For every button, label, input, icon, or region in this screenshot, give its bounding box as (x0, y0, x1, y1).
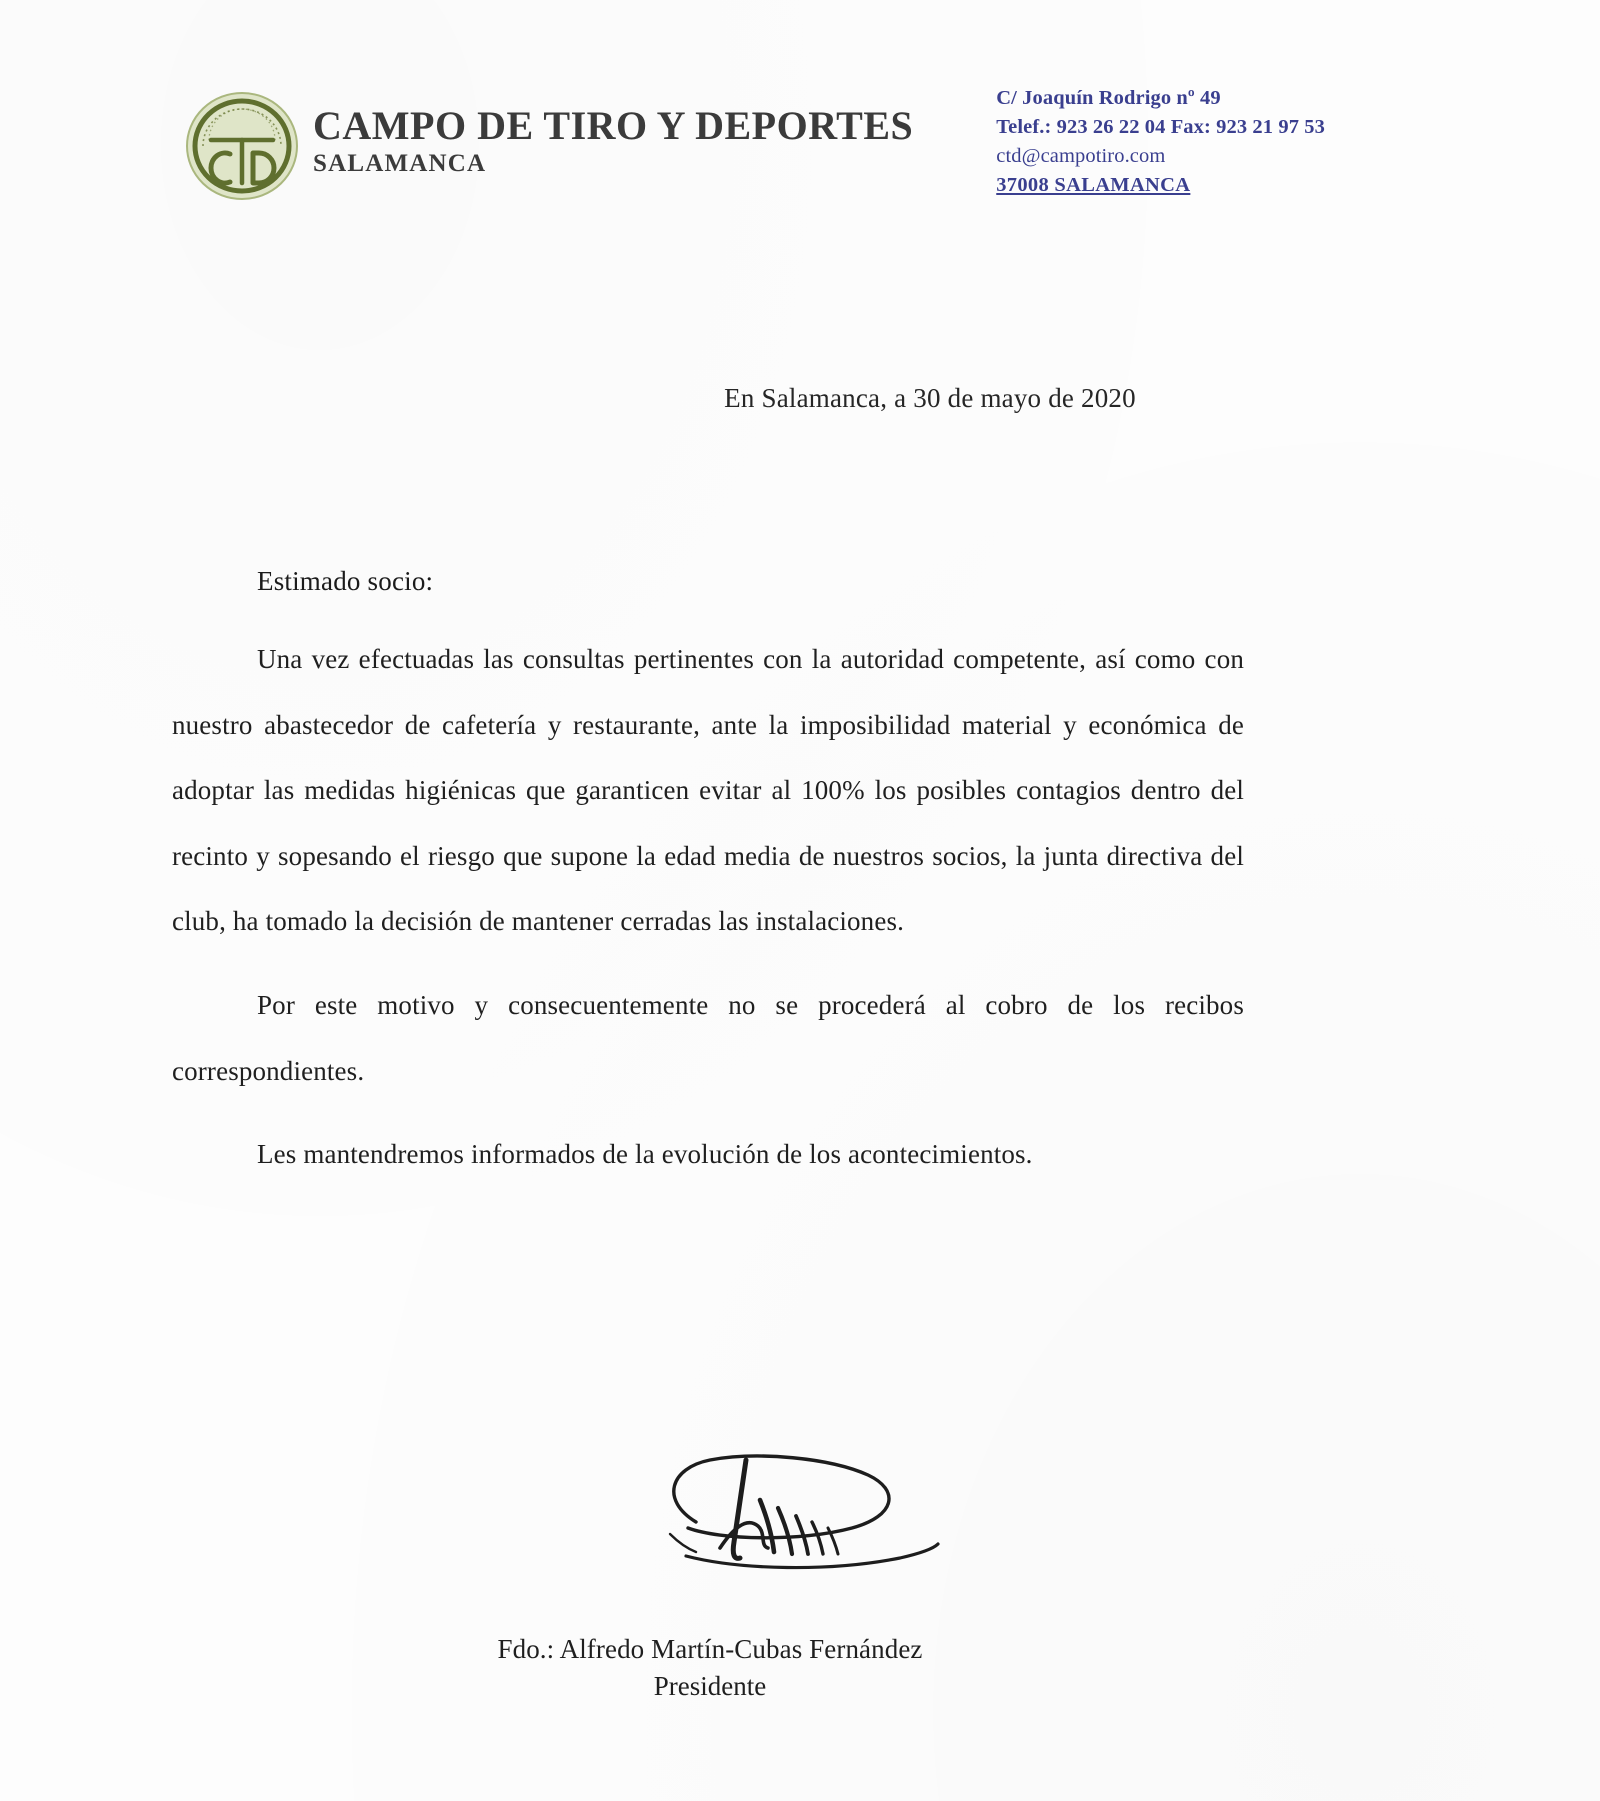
letterhead (183, 84, 1363, 209)
body-paragraph: Les mantendremos informados de la evolución de los acontecimientos. (257, 1139, 1033, 1170)
signer-role: Presidente (653, 1671, 767, 1701)
contact-postal-city: 37008 SALAMANCA (996, 174, 1191, 197)
signed-by: Fdo.: Alfredo Martín-Cubas Fernández (497, 1634, 923, 1664)
contact-address: C/ Joaquín Rodrigo nº 49 (996, 87, 1221, 109)
org-name: CAMPO DE TIRO Y DEPORTES (313, 103, 914, 148)
signoff-block (0, 1634, 1600, 1702)
contact-block (996, 84, 1325, 200)
contact-phone-fax: Telef.: 923 26 22 04 Fax: 923 21 97 53 (996, 116, 1325, 139)
salutation: Estimado socio: (257, 566, 434, 596)
body-paragraph: Una vez efectuadas las consultas pertinentes con la autoridad competente, así como con nuestro abastecedor de cafetería y restaurante, ante la imposibilidad material y económica de adoptar las medidas higiénicas que garanticen evitar al 100% los posibles contagios dentro del recinto y sopesando el riesgo que supone la edad media de nuestros socios, la junta directiva del club, ha tomado la decisión de mantener cerradas las instalaciones. (172, 644, 1244, 937)
contact-email[interactable]: ctd@campotiro.com (996, 145, 1166, 168)
ctd-monogram-logo-icon (183, 90, 301, 202)
body-paragraph: Por este motivo y consecuentemente no se procederá al cobro de los recibos correspondientes. (172, 990, 1244, 1086)
handwritten-signature-icon (600, 1430, 1000, 1580)
org-city: SALAMANCA (313, 149, 487, 177)
organization-title (313, 103, 914, 178)
letter-body (172, 566, 1244, 1206)
date-line: En Salamanca, a 30 de mayo de 2020 (724, 383, 1136, 413)
